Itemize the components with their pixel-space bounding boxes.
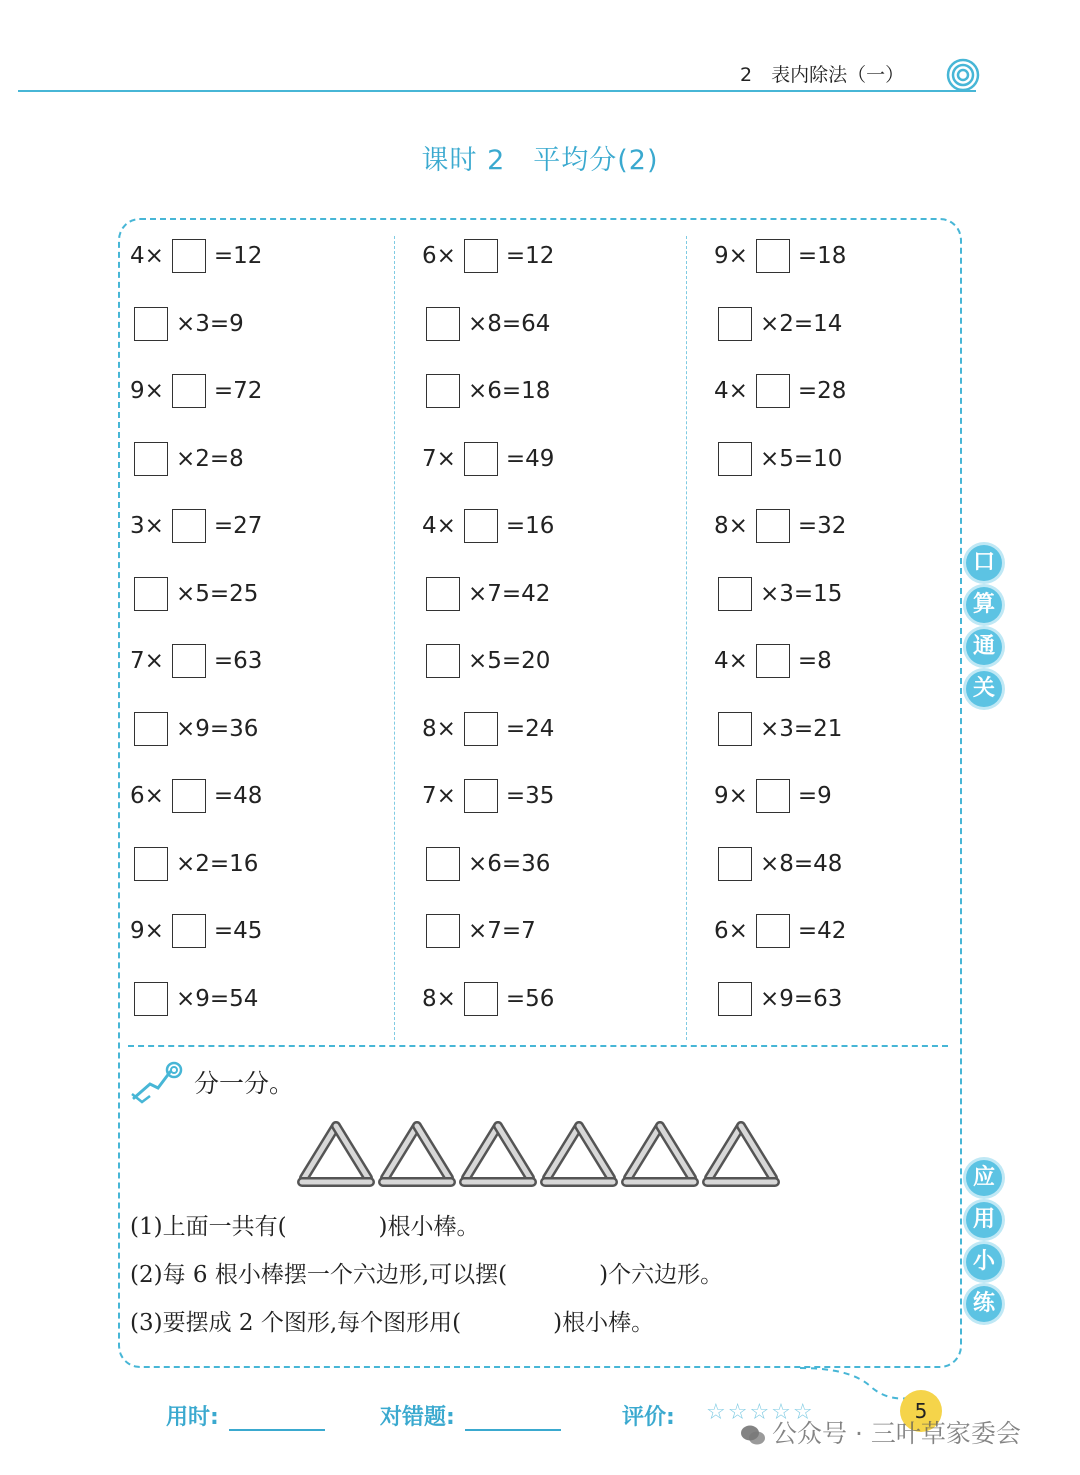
equation-row xyxy=(714,912,846,950)
answer-box[interactable] xyxy=(718,442,752,476)
equation-suffix: =28 xyxy=(797,378,847,404)
stick-triangle xyxy=(383,1126,451,1182)
answer-box[interactable] xyxy=(718,982,752,1016)
equation-suffix: =42 xyxy=(797,918,847,944)
equation-suffix: ×9=63 xyxy=(760,985,843,1012)
rating-field xyxy=(622,1400,675,1431)
answer-box[interactable] xyxy=(134,847,168,881)
equation-suffix: ×2=8 xyxy=(176,445,244,472)
answer-box[interactable] xyxy=(718,712,752,746)
equation-row xyxy=(718,980,842,1018)
equation-row xyxy=(134,305,244,343)
answer-box[interactable] xyxy=(756,509,790,543)
equation-prefix: 9× xyxy=(714,783,748,809)
equation-suffix: =27 xyxy=(213,513,263,539)
equation-row xyxy=(426,305,550,343)
answer-box[interactable] xyxy=(464,712,498,746)
answer-box[interactable] xyxy=(756,779,790,813)
stick-triangle xyxy=(302,1126,370,1182)
equation-suffix: =32 xyxy=(797,513,847,539)
rating-stars[interactable]: ☆☆☆☆☆ xyxy=(706,1400,815,1425)
equation-suffix: =45 xyxy=(213,918,263,944)
column-divider xyxy=(686,236,687,1040)
column-divider xyxy=(394,236,395,1040)
answer-box[interactable] xyxy=(426,577,460,611)
equation-suffix: ×8=64 xyxy=(468,310,551,337)
wechat-icon xyxy=(740,1424,766,1446)
equation-row xyxy=(426,575,550,613)
equation-row xyxy=(422,710,554,748)
chapter-title: 2 表内除法（一） xyxy=(740,64,905,86)
answer-box[interactable] xyxy=(718,847,752,881)
question-2: (2)每 6 根小棒摆一个六边形,可以摆( )个六边形。 xyxy=(130,1262,724,1288)
equation-row xyxy=(134,440,244,478)
equation-row xyxy=(426,372,550,410)
equation-prefix: 9× xyxy=(130,378,164,404)
rating-label: 评价: xyxy=(622,1405,675,1430)
equation-row xyxy=(130,777,262,815)
time-blank[interactable] xyxy=(229,1411,325,1431)
equation-prefix: 8× xyxy=(422,715,456,742)
side-tag-char: 口 xyxy=(966,545,1002,581)
side-tag-char: 算 xyxy=(966,587,1002,623)
equation-row xyxy=(426,642,550,680)
equation-row xyxy=(426,845,550,883)
time-label: 用时: xyxy=(166,1405,219,1430)
side-tag-char: 用 xyxy=(966,1202,1002,1238)
equation-row xyxy=(422,777,554,815)
equation-prefix: 7× xyxy=(130,648,164,674)
equation-suffix: =56 xyxy=(505,985,555,1012)
equation-suffix: =72 xyxy=(213,378,263,404)
equation-suffix: ×3=9 xyxy=(176,310,244,337)
answer-box[interactable] xyxy=(464,239,498,273)
equation-prefix: 9× xyxy=(130,918,164,944)
answer-box[interactable] xyxy=(172,914,206,948)
answer-box[interactable] xyxy=(172,779,206,813)
side-tag-char: 练 xyxy=(966,1286,1002,1322)
answer-box[interactable] xyxy=(172,509,206,543)
equation-suffix: ×8=48 xyxy=(760,850,843,877)
answer-box[interactable] xyxy=(134,712,168,746)
wrong-blank[interactable] xyxy=(465,1411,561,1431)
equation-suffix: ×9=54 xyxy=(176,985,259,1012)
stick-triangles xyxy=(294,1118,794,1190)
equation-prefix: 7× xyxy=(422,783,456,809)
equation-row xyxy=(426,912,536,950)
stick-triangle xyxy=(545,1126,613,1182)
answer-box[interactable] xyxy=(464,779,498,813)
answer-box[interactable] xyxy=(718,577,752,611)
equation-prefix: 3× xyxy=(130,513,164,539)
equation-prefix: 7× xyxy=(422,445,456,472)
equation-row xyxy=(714,237,846,275)
equation-prefix: 4× xyxy=(714,648,748,674)
equation-row xyxy=(130,642,262,680)
task-title: 分一分。 xyxy=(194,1069,295,1098)
equation-row xyxy=(130,237,262,275)
answer-box[interactable] xyxy=(172,239,206,273)
side-tag-oral-calc xyxy=(966,545,1006,713)
question-1: (1)上面一共有( )根小棒。 xyxy=(130,1214,480,1240)
equation-suffix: =35 xyxy=(505,783,555,809)
side-tag-char: 小 xyxy=(966,1244,1002,1280)
answer-box[interactable] xyxy=(134,307,168,341)
section-divider xyxy=(128,1045,948,1047)
answer-box[interactable] xyxy=(756,374,790,408)
answer-box[interactable] xyxy=(756,914,790,948)
side-tag-char: 关 xyxy=(966,671,1002,707)
equation-row xyxy=(718,575,842,613)
equation-suffix: =49 xyxy=(505,445,555,472)
equation-suffix: =12 xyxy=(213,243,263,269)
equation-prefix: 4× xyxy=(714,378,748,404)
answer-box[interactable] xyxy=(756,239,790,273)
equation-row xyxy=(422,237,554,275)
equation-row xyxy=(130,372,262,410)
equation-row xyxy=(134,710,258,748)
lesson-name: 平均分(2) xyxy=(533,145,659,176)
equation-row xyxy=(422,507,554,545)
page-number-badge: 5 xyxy=(900,1390,942,1432)
answer-box[interactable] xyxy=(134,442,168,476)
equation-suffix: =16 xyxy=(505,513,555,539)
equation-suffix: ×5=10 xyxy=(760,445,843,472)
time-field xyxy=(166,1400,325,1431)
equation-prefix: 9× xyxy=(714,243,748,269)
equation-row xyxy=(134,845,258,883)
equation-suffix: =18 xyxy=(797,243,847,269)
equation-suffix: =63 xyxy=(213,648,263,674)
equation-row xyxy=(718,440,842,478)
side-tag-application xyxy=(966,1160,1006,1328)
equation-suffix: ×2=14 xyxy=(760,310,843,337)
equation-row xyxy=(714,507,846,545)
equation-suffix: ×3=21 xyxy=(760,715,843,742)
equation-prefix: 8× xyxy=(422,985,456,1012)
wrong-label: 对错题: xyxy=(380,1405,455,1430)
equation-prefix: 6× xyxy=(714,918,748,944)
answer-box[interactable] xyxy=(756,644,790,678)
question-3: (3)要摆成 2 个图形,每个图形用( )根小棒。 xyxy=(130,1310,655,1336)
answer-box[interactable] xyxy=(464,982,498,1016)
stick-triangle xyxy=(464,1126,532,1182)
side-tag-char: 应 xyxy=(966,1160,1002,1196)
equation-suffix: ×9=36 xyxy=(176,715,259,742)
watermark-text: 公众号 · 三叶草家委会 xyxy=(772,1419,1021,1448)
answer-box[interactable] xyxy=(134,577,168,611)
equation-suffix: =8 xyxy=(797,648,832,674)
answer-box[interactable] xyxy=(464,442,498,476)
side-tag-char: 通 xyxy=(966,629,1002,665)
answer-box[interactable] xyxy=(426,374,460,408)
equation-row xyxy=(718,845,842,883)
equation-suffix: ×6=18 xyxy=(468,378,551,404)
answer-box[interactable] xyxy=(172,644,206,678)
equation-prefix: 4× xyxy=(130,243,164,269)
equation-suffix: ×5=25 xyxy=(176,580,259,607)
equation-row xyxy=(130,912,262,950)
equation-suffix: =12 xyxy=(505,243,555,269)
equation-prefix: 6× xyxy=(130,783,164,809)
equation-row xyxy=(134,575,258,613)
lesson-number: 课时 2 xyxy=(421,145,506,176)
equation-suffix: =9 xyxy=(797,783,832,809)
equation-row xyxy=(714,372,846,410)
equation-row xyxy=(130,507,262,545)
equation-row xyxy=(422,980,554,1018)
watermark xyxy=(740,1414,1021,1450)
answer-box[interactable] xyxy=(426,307,460,341)
equation-suffix: ×7=42 xyxy=(468,580,551,607)
equation-suffix: =24 xyxy=(505,715,555,742)
answer-box[interactable] xyxy=(172,374,206,408)
lesson-title xyxy=(0,138,1080,177)
wrong-field xyxy=(380,1400,561,1431)
answer-box[interactable] xyxy=(718,307,752,341)
equation-row xyxy=(714,642,832,680)
equation-row xyxy=(718,305,842,343)
header-divider xyxy=(18,90,976,92)
answer-box[interactable] xyxy=(426,847,460,881)
equation-prefix: 6× xyxy=(422,243,456,269)
equation-row xyxy=(134,980,258,1018)
stick-triangle xyxy=(626,1126,694,1182)
answer-box[interactable] xyxy=(426,644,460,678)
equation-suffix: =48 xyxy=(213,783,263,809)
stick-triangle xyxy=(707,1126,775,1182)
equation-suffix: ×2=16 xyxy=(176,850,259,877)
answer-box[interactable] xyxy=(464,509,498,543)
equation-suffix: ×3=15 xyxy=(760,580,843,607)
equation-row xyxy=(714,777,832,815)
equation-suffix: ×6=36 xyxy=(468,850,551,877)
equation-suffix: ×7=7 xyxy=(468,918,536,944)
answer-box[interactable] xyxy=(134,982,168,1016)
equation-suffix: ×5=20 xyxy=(468,648,551,674)
answer-box[interactable] xyxy=(426,914,460,948)
equation-row xyxy=(422,440,554,478)
equation-row xyxy=(718,710,842,748)
spiral-icon xyxy=(946,58,980,92)
pointing-hand-icon xyxy=(128,1058,186,1106)
equation-prefix: 4× xyxy=(422,513,456,539)
equation-prefix: 8× xyxy=(714,513,748,539)
